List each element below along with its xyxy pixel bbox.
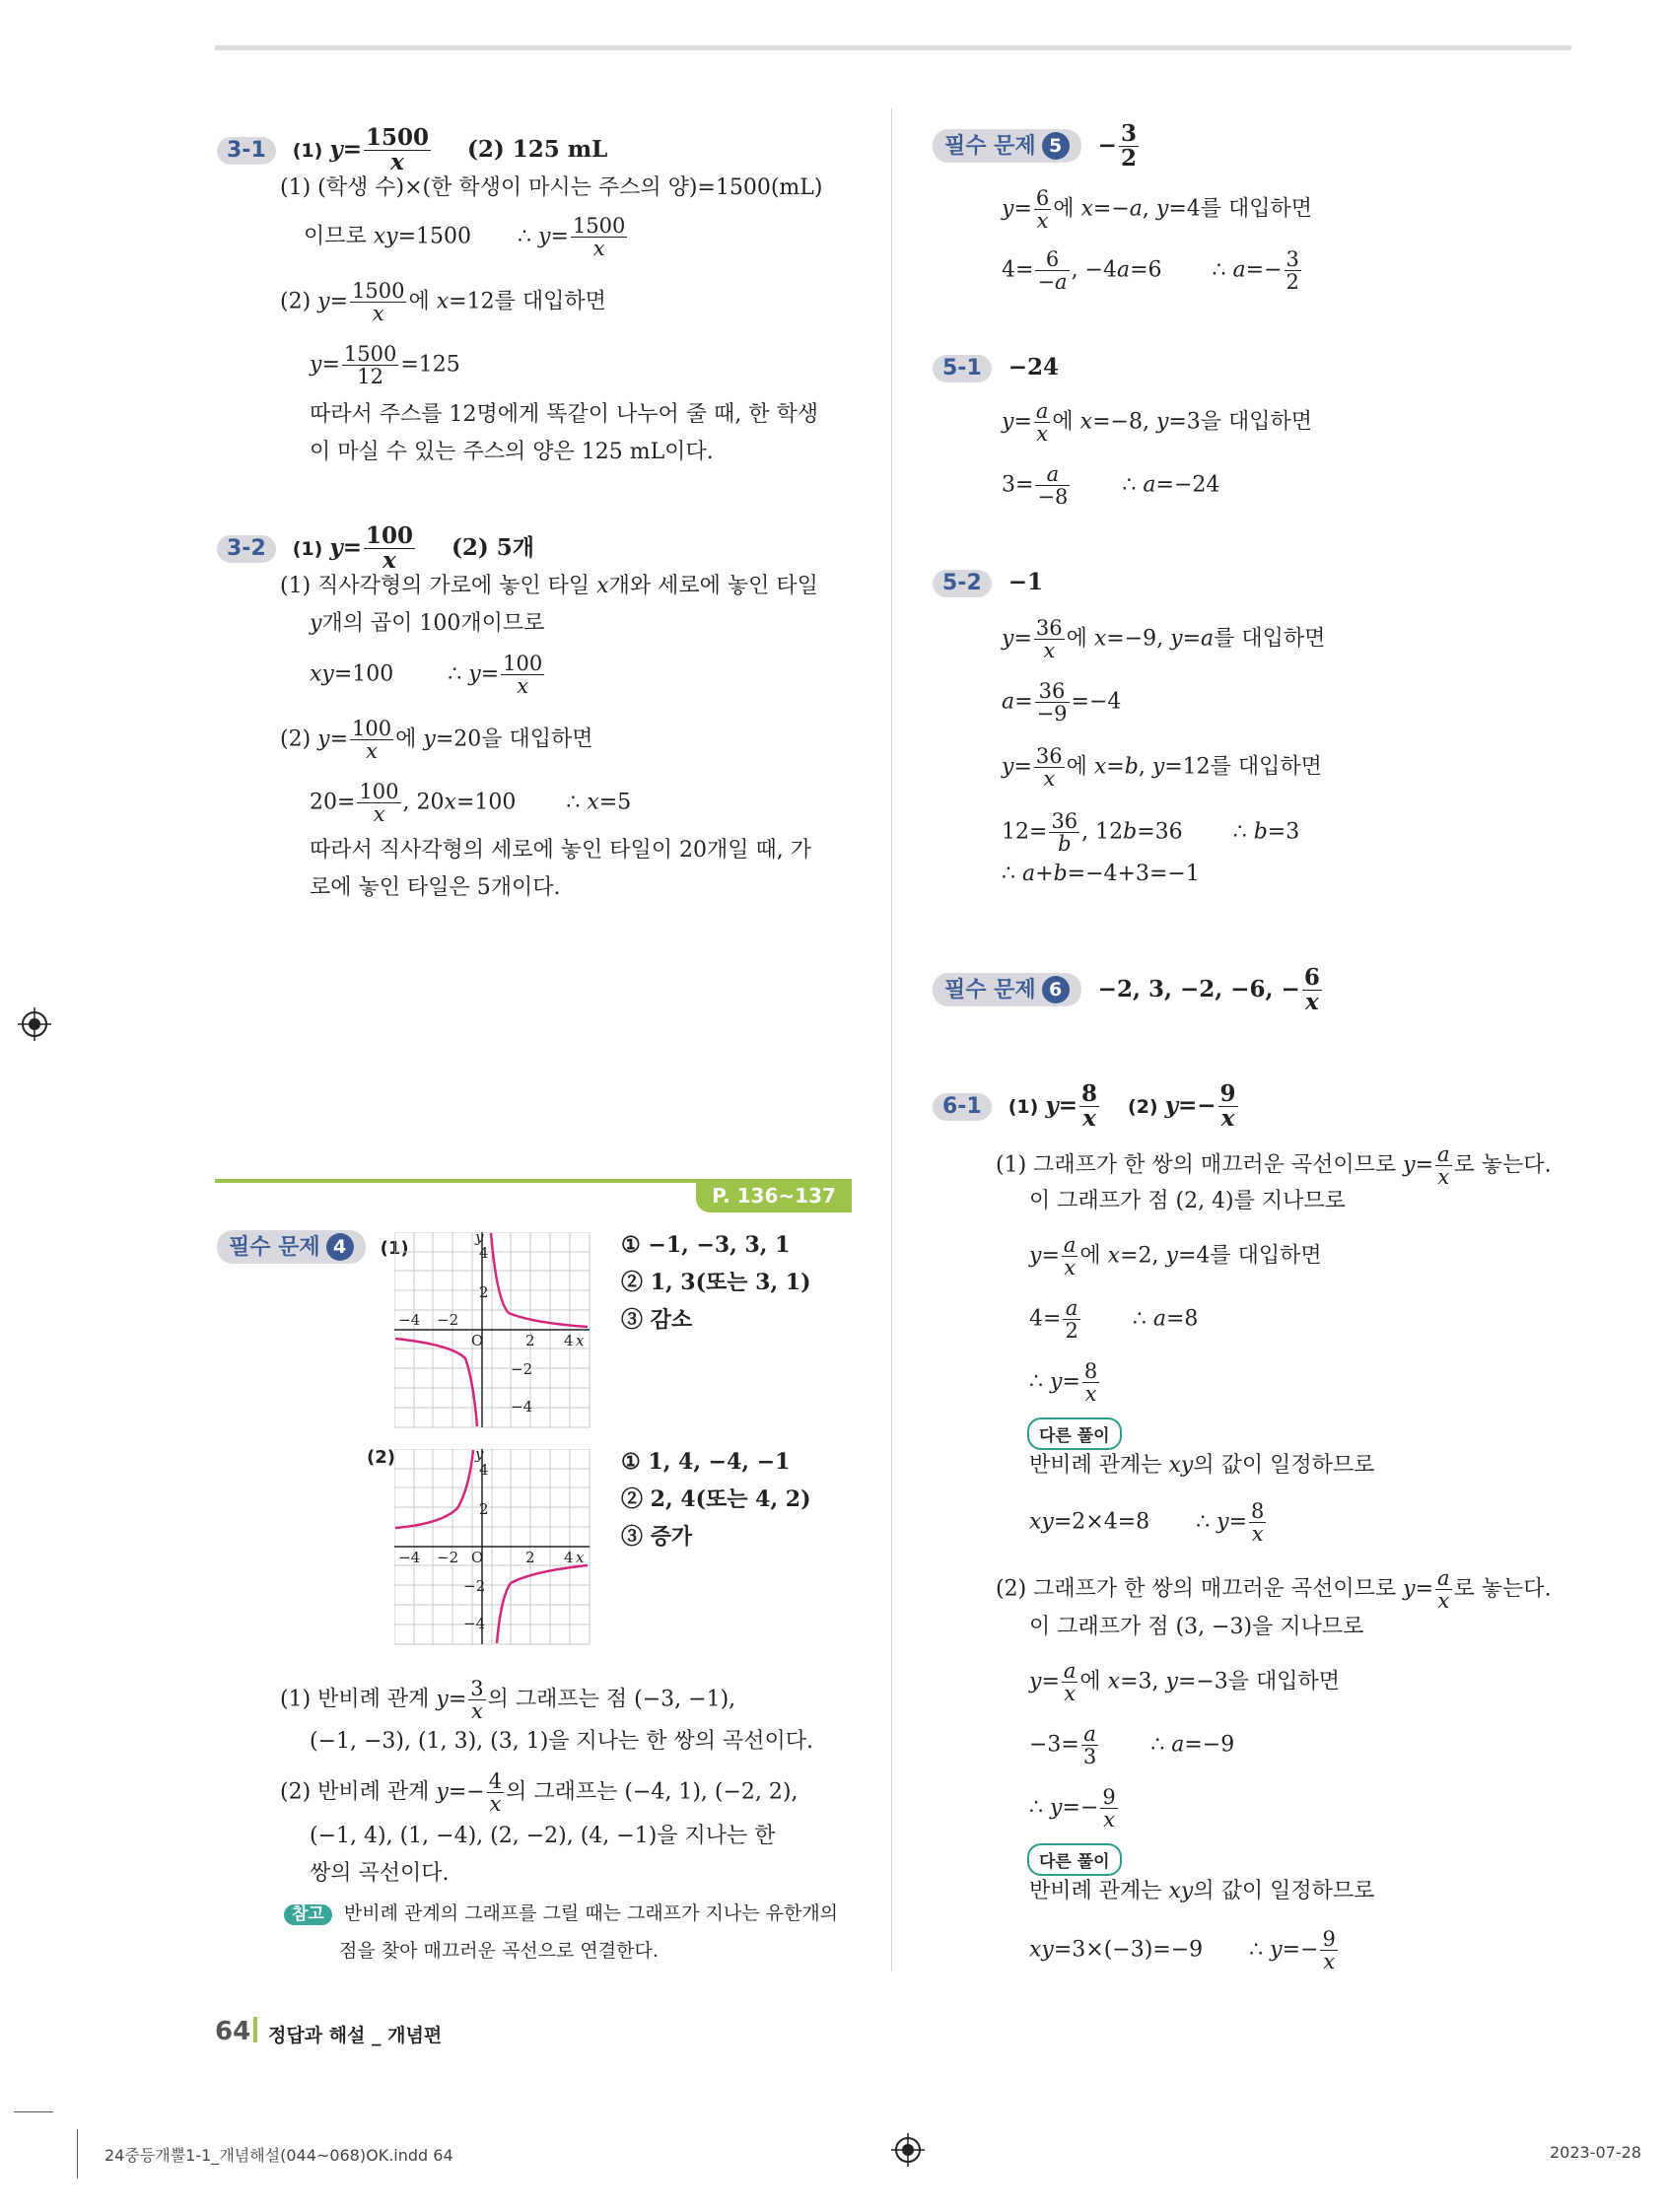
- text-line: 이 마실 수 있는 주스의 양은 125 mL이다.: [310, 440, 714, 464]
- axis-label: y: [475, 1228, 484, 1246]
- equation-line: −3= $\frac{a}{3}$ ∴ a=−9: [1029, 1722, 1235, 1769]
- problem-5-header: 필수 문제 5 − $\frac{3}{2}$: [933, 122, 1141, 171]
- problem-badge: 5-1: [933, 355, 992, 382]
- answer-line: ① −1, −3, 3, 1: [621, 1232, 791, 1258]
- page-range-tab: P. 136~137: [696, 1179, 852, 1212]
- explanation-line: (2) 반비례 관계 y=− $\frac{4}{x}$ 의 그래프는 (−4, 1), (−2, 2),: [280, 1769, 799, 1817]
- equation-line: 4= $\frac{a}{2}$ ∴ a=8: [1029, 1296, 1199, 1344]
- explanation-line: (2) 그래프가 한 쌍의 매끄러운 곡선이므로 y= $\frac{a}{x}$ 로 놓는다.: [996, 1566, 1552, 1614]
- text-line: y개의 곱이 100개이므로: [310, 611, 545, 636]
- tick-label: 4: [564, 1332, 574, 1349]
- footer-title: 정답과 해설 _ 개념편: [268, 2025, 443, 2046]
- required-problem-badge: 필수 문제 4: [217, 1230, 366, 1264]
- equation-line: ∴ a+b=−4+3=−1: [1002, 862, 1200, 886]
- origin-label: O: [471, 1332, 484, 1349]
- answer-line: ③ 증가: [621, 1524, 693, 1550]
- answer-line: ② 2, 4(또는 4, 2): [621, 1486, 811, 1512]
- equation-line: a= $\frac{36}{-9}$ =−4: [1002, 679, 1122, 726]
- text-line: 로에 놓인 타일은 5개이다.: [310, 875, 561, 900]
- answer-line: ① 1, 4, −4, −1: [621, 1449, 791, 1475]
- equation-line: y= $\frac{36}{x}$ 에 x=b, y=12를 대입하면: [1002, 744, 1322, 792]
- hyperbola-branch: [491, 1233, 588, 1327]
- print-date: 2023-07-28: [1550, 2143, 1641, 2162]
- text-line: (1) (학생 수)×(한 학생이 마시는 주스의 양)=1500(mL): [280, 175, 823, 200]
- print-file-info: 24중등개뿔1-1_개념해설(044~068)OK.indd 64: [104, 2146, 453, 2165]
- axis-label: x: [576, 1549, 585, 1566]
- reference-note: 참고 반비례 관계의 그래프를 그릴 때는 그래프가 지나는 유한개의: [284, 1904, 838, 1925]
- graph-2-label: (2): [367, 1447, 395, 1468]
- explanation-line: 반비례 관계는 xy의 값이 일정하므로: [1029, 1879, 1375, 1903]
- tick-label: 4: [479, 1461, 489, 1479]
- equation-line: 4= $\frac{6}{-a}$ , −4a=6 ∴ a=− $\frac{3}{2}$: [1002, 247, 1299, 295]
- tick-label: 2: [525, 1332, 535, 1349]
- problem-badge: 5-2: [933, 570, 992, 597]
- tick-label: 2: [479, 1283, 489, 1301]
- registration-mark-icon: [891, 2133, 925, 2167]
- explanation-line: (−1, 4), (1, −4), (2, −2), (4, −1)을 지나는 한: [310, 1824, 776, 1848]
- answer-line: ③ 감소: [621, 1307, 693, 1333]
- explanation-line: (1) 그래프가 한 쌍의 매끄러운 곡선이므로 y= $\frac{a}{x}$ 로 놓는다.: [996, 1142, 1552, 1190]
- tick-label: −4: [463, 1615, 486, 1632]
- equation-line: xy=2×4=8 ∴ y= $\frac{8}{x}$: [1029, 1499, 1265, 1547]
- problem-3-2-header: 3-2 (1) y= $\frac{100}{x}$ (2) 5개: [217, 524, 534, 573]
- explanation-line: 이 그래프가 점 (3, −3)을 지나므로: [1029, 1615, 1364, 1639]
- explanation-line: 쌍의 곡선이다.: [310, 1861, 450, 1886]
- footer-accent-bar: [253, 2017, 257, 2042]
- tick-label: 4: [564, 1549, 574, 1566]
- problem-5-2-header: 5-2 −1: [933, 570, 1043, 597]
- column-divider: [891, 108, 892, 1971]
- tick-label: −2: [437, 1311, 459, 1329]
- equation-line: y= $\frac{a}{x}$ 에 x=2, y=4를 대입하면: [1029, 1233, 1322, 1280]
- tick-label: 2: [525, 1549, 535, 1566]
- explanation-line: 반비례 관계는 xy의 값이 일정하므로: [1029, 1453, 1375, 1478]
- explanation-line: 이 그래프가 점 (2, 4)를 지나므로: [1029, 1189, 1346, 1213]
- required-problem-badge: 필수 문제 6: [933, 973, 1081, 1006]
- alternative-solution-badge: 다른 풀이: [1027, 1843, 1122, 1876]
- hyperbola-branch: [395, 1450, 473, 1528]
- tick-label: −2: [437, 1549, 459, 1566]
- equation-line: (2) y= $\frac{1500}{x}$ 에 x=12를 대입하면: [280, 279, 606, 326]
- reference-badge: 참고: [284, 1904, 332, 1925]
- hyperbola-branch: [395, 1339, 477, 1426]
- explanation-line: (−1, −3), (1, 3), (3, 1)을 지나는 한 쌍의 곡선이다.: [310, 1729, 814, 1754]
- equation-line: y= $\frac{36}{x}$ 에 x=−9, y=a를 대입하면: [1002, 616, 1326, 663]
- tick-label: 2: [479, 1500, 489, 1518]
- explanation-line: (1) 반비례 관계 y= $\frac{3}{x}$ 의 그래프는 점 (−3, −1),: [280, 1677, 736, 1724]
- crop-mark: [77, 2129, 78, 2178]
- problem-4-header: 필수 문제 4 (1): [217, 1230, 409, 1264]
- problem-badge: 3-2: [217, 535, 276, 563]
- tick-label: −4: [398, 1549, 421, 1566]
- tick-label: −2: [463, 1577, 486, 1595]
- equation-line: ∴ y=− $\frac{9}{x}$: [1029, 1785, 1116, 1832]
- alternative-solution-badge: 다른 풀이: [1027, 1417, 1122, 1450]
- equation-line: y= $\frac{a}{x}$ 에 x=3, y=−3을 대입하면: [1029, 1659, 1341, 1706]
- equation-line: 20= $\frac{100}{x}$ , 20x=100 ∴ x=5: [310, 780, 632, 827]
- page-number: 64: [215, 2017, 251, 2046]
- tick-label: 4: [479, 1244, 489, 1262]
- tick-label: −4: [511, 1398, 533, 1416]
- graph-2: [394, 1445, 591, 1646]
- problem-badge: 3-1: [217, 137, 276, 165]
- origin-label: O: [471, 1549, 484, 1566]
- text-line: (1) 직사각형의 가로에 놓인 타일 x개와 세로에 놓인 타일: [280, 574, 818, 598]
- problem-6-header: 필수 문제 6 −2, 3, −2, −6, − $\frac{6}{x}$: [933, 966, 1324, 1014]
- crop-mark: [14, 2111, 53, 2112]
- required-problem-badge: 필수 문제 5: [933, 129, 1081, 163]
- problem-badge: 6-1: [933, 1093, 992, 1121]
- registration-mark-icon: [18, 1007, 51, 1041]
- graph-1: [394, 1228, 591, 1429]
- equation-line: y= $\frac{a}{x}$ 에 x=−8, y=3을 대입하면: [1002, 399, 1313, 447]
- text-line: 따라서 직사각형의 세로에 놓인 타일이 20개일 때, 가: [310, 838, 811, 863]
- problem-3-1-header: 3-1 (1) y= $\frac{1500}{x}$ (2) 125 mL: [217, 126, 607, 174]
- reference-note: 점을 찾아 매끄러운 곡선으로 연결한다.: [339, 1940, 659, 1962]
- top-rule: [215, 45, 1571, 50]
- equation-line: (2) y= $\frac{100}{x}$ 에 y=20을 대입하면: [280, 717, 593, 764]
- problem-5-1-header: 5-1 −24: [933, 355, 1059, 382]
- text-line: 따라서 주스를 12명에게 똑같이 나누어 줄 때, 한 학생: [310, 402, 818, 427]
- axis-label: y: [475, 1445, 484, 1463]
- equation-line: 3= $\frac{a}{-8}$ ∴ a=−24: [1002, 462, 1220, 510]
- problem-6-1-header: 6-1 (1) y= $\frac{8}{x}$ (2) y=− $\frac{9}{x}$: [933, 1082, 1240, 1131]
- equation-line: y= $\frac{1500}{12}$ =125: [310, 342, 460, 389]
- answer-line: ② 1, 3(또는 3, 1): [621, 1270, 811, 1295]
- tick-label: −4: [398, 1311, 421, 1329]
- tick-label: −2: [511, 1360, 533, 1378]
- equation-line: y= $\frac{6}{x}$ 에 x=−a, y=4를 대입하면: [1002, 186, 1313, 234]
- equation-line: ∴ y= $\frac{8}{x}$: [1029, 1359, 1098, 1407]
- equation-line: 이므로 xy=1500 ∴ y= $\frac{1500}{x}$: [304, 214, 626, 261]
- equation-line: xy=3×(−3)=−9 ∴ y=− $\frac{9}{x}$: [1029, 1927, 1336, 1974]
- equation-line: xy=100 ∴ y= $\frac{100}{x}$: [310, 652, 543, 699]
- axis-label: x: [576, 1332, 585, 1349]
- equation-line: 12= $\frac{36}{b}$ , 12b=36 ∴ b=3: [1002, 809, 1300, 857]
